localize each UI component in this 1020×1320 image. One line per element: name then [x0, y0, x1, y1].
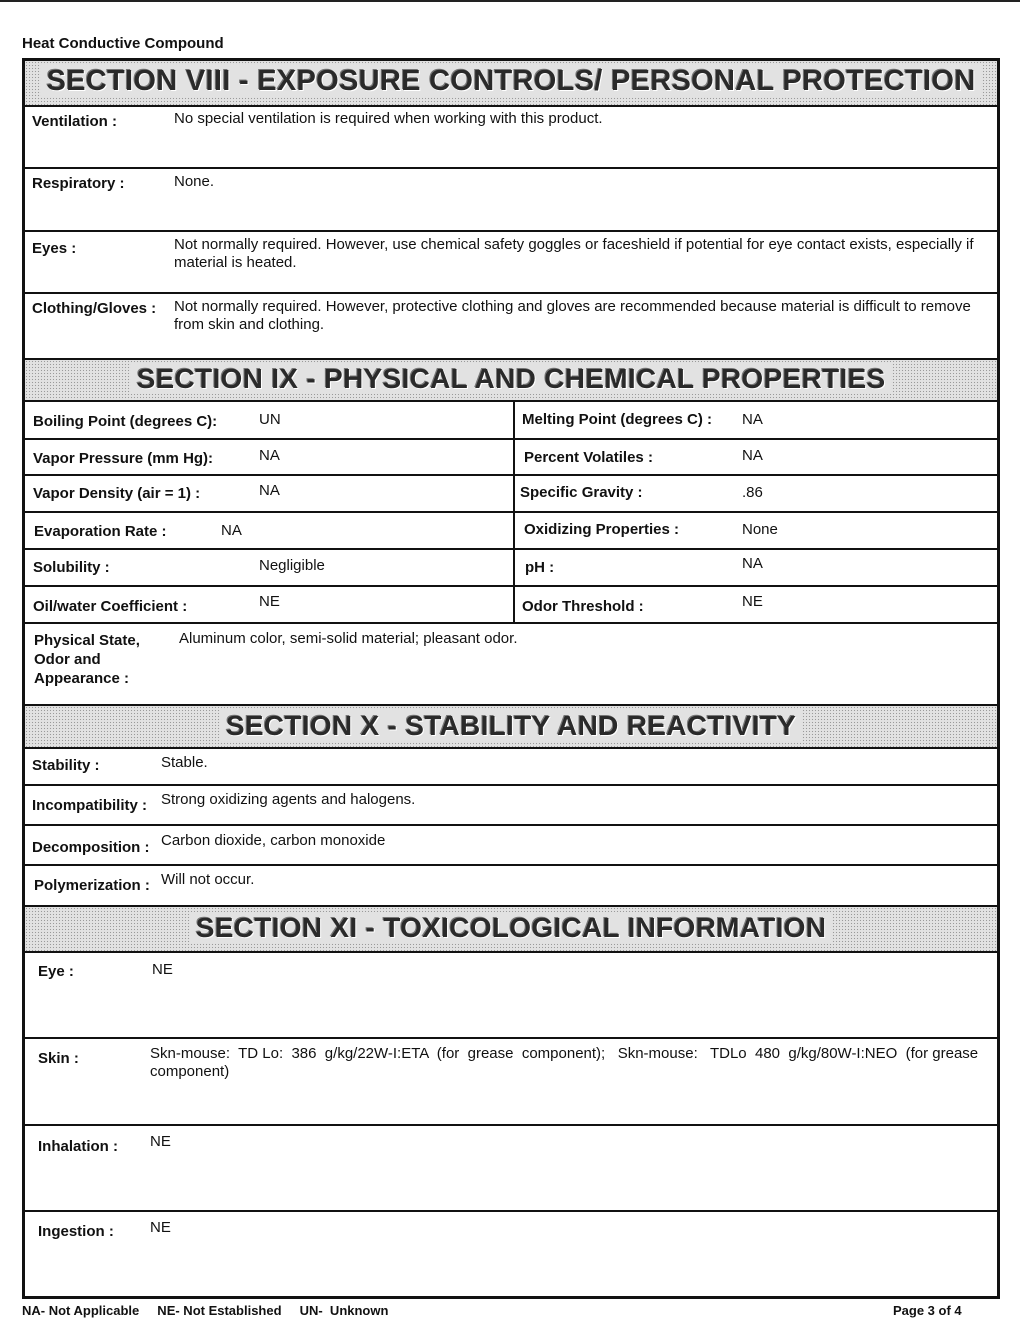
property-row-5: [25, 550, 997, 587]
msds-sheet: [22, 58, 1000, 1299]
page-number: Page 3 of 4: [893, 1303, 962, 1318]
property-row-6: [25, 587, 997, 624]
ph-label: pH :: [525, 559, 555, 576]
eyes-protection-label: Eyes :: [32, 240, 77, 257]
melting-point-value: NA: [742, 411, 763, 428]
physical-state-label: Physical State, Odor and Appearance :: [34, 632, 140, 687]
property-row-2: [25, 440, 997, 476]
physical-state-row: [25, 624, 997, 704]
stability-label: Stability :: [32, 757, 100, 774]
incompatibility-value: Strong oxidizing agents and halogens.: [161, 791, 416, 808]
section-9-heading: SECTION IX - PHYSICAL AND CHEMICAL PROPERTIES: [131, 363, 892, 394]
solubility-label: Solubility :: [33, 559, 110, 576]
oil-water-coefficient-label: Oil/water Coefficient :: [33, 598, 188, 615]
odor-threshold-value: NE: [742, 593, 763, 610]
abbreviation-legend: NA- Not Applicable NE- Not Established UN- Unknown: [22, 1303, 389, 1318]
ingestion-tox-value: NE: [150, 1219, 171, 1236]
inhalation-tox-value: NE: [150, 1133, 171, 1150]
ingestion-tox-label: Ingestion :: [38, 1223, 114, 1240]
ventilation-value: No special ventilation is required when working with this product.: [174, 110, 603, 127]
clothing-gloves-value: Not normally required. However, protective clothing and gloves are recommended because material is difficult to remove from skin and clothing.: [174, 298, 971, 333]
eye-tox-value: NE: [152, 961, 173, 978]
decomposition-row: [25, 826, 997, 866]
specific-gravity-value: .86: [742, 484, 763, 501]
stability-value: Stable.: [161, 754, 208, 771]
section-10-heading: SECTION X - STABILITY AND REACTIVITY: [220, 710, 802, 741]
clothing-gloves-label: Clothing/Gloves :: [32, 300, 157, 317]
property-row-4: [25, 513, 997, 550]
incompatibility-label: Incompatibility :: [32, 797, 148, 814]
skin-tox-value: Skn-mouse: TD Lo: 386 g/kg/22W-I:ETA (for grease component); Skn-mouse: TDLo 480 g/kg/80W-I:NEO (for grease component): [150, 1045, 983, 1080]
property-row-1: [25, 402, 997, 440]
ingestion-tox-row: [25, 1212, 997, 1296]
vapor-pressure-label: Vapor Pressure (mm Hg):: [33, 450, 214, 467]
respiratory-label: Respiratory :: [32, 175, 125, 192]
melting-point-label: Melting Point (degrees C) :: [522, 411, 713, 428]
property-row-3: [25, 476, 997, 513]
boiling-point-value: UN: [259, 411, 281, 428]
specific-gravity-label: Specific Gravity :: [520, 484, 643, 501]
ph-value: NA: [742, 555, 763, 572]
decomposition-label: Decomposition :: [32, 839, 150, 856]
section-8-header: [25, 61, 997, 107]
evaporation-rate-label: Evaporation Rate :: [34, 523, 167, 540]
percent-volatiles-value: NA: [742, 447, 763, 464]
section-10-header: [25, 704, 997, 749]
eyes-protection-row: [25, 232, 997, 294]
solubility-value: Negligible: [259, 557, 325, 574]
clothing-gloves-row: [25, 294, 997, 358]
vapor-pressure-value: NA: [259, 447, 280, 464]
polymerization-value: Will not occur.: [161, 871, 255, 888]
vapor-density-label: Vapor Density (air = 1) :: [33, 485, 201, 502]
section-11-heading: SECTION XI - TOXICOLOGICAL INFORMATION: [190, 912, 833, 943]
respiratory-value: None.: [174, 173, 215, 190]
evaporation-rate-value: NA: [221, 522, 242, 539]
inhalation-tox-label: Inhalation :: [38, 1138, 118, 1155]
skin-tox-label: Skin :: [38, 1050, 79, 1067]
oil-water-coefficient-value: NE: [259, 593, 280, 610]
section-8-heading: SECTION VIII - EXPOSURE CONTROLS/ PERSONAL PROTECTION: [41, 65, 982, 97]
vapor-density-value: NA: [259, 482, 280, 499]
inhalation-tox-row: [25, 1126, 997, 1212]
stability-row: [25, 749, 997, 786]
oxidizing-properties-value: None: [742, 521, 778, 538]
eye-tox-label: Eye :: [38, 963, 74, 980]
polymerization-label: Polymerization :: [34, 877, 150, 894]
document-title: Heat Conductive Compound: [22, 35, 224, 52]
top-rule: [0, 0, 1020, 2]
respiratory-row: [25, 169, 997, 232]
physical-state-value: Aluminum color, semi-solid material; pleasant odor.: [179, 630, 518, 647]
boiling-point-label: Boiling Point (degrees C):: [33, 413, 218, 430]
incompatibility-row: [25, 786, 997, 826]
skin-tox-row: [25, 1039, 997, 1126]
ventilation-label: Ventilation :: [32, 113, 118, 130]
section-9-header: [25, 358, 997, 402]
decomposition-value: Carbon dioxide, carbon monoxide: [161, 832, 386, 849]
odor-threshold-label: Odor Threshold :: [522, 598, 644, 615]
eyes-protection-value: Not normally required. However, use chemical safety goggles or faceshield if potential for eye contact exists, especially if material is heated.: [174, 236, 974, 271]
section-11-header: [25, 905, 997, 953]
ventilation-row: [25, 107, 997, 169]
percent-volatiles-label: Percent Volatiles :: [524, 449, 653, 466]
oxidizing-properties-label: Oxidizing Properties :: [524, 521, 680, 538]
eye-tox-row: [25, 953, 997, 1039]
polymerization-row: [25, 866, 997, 905]
